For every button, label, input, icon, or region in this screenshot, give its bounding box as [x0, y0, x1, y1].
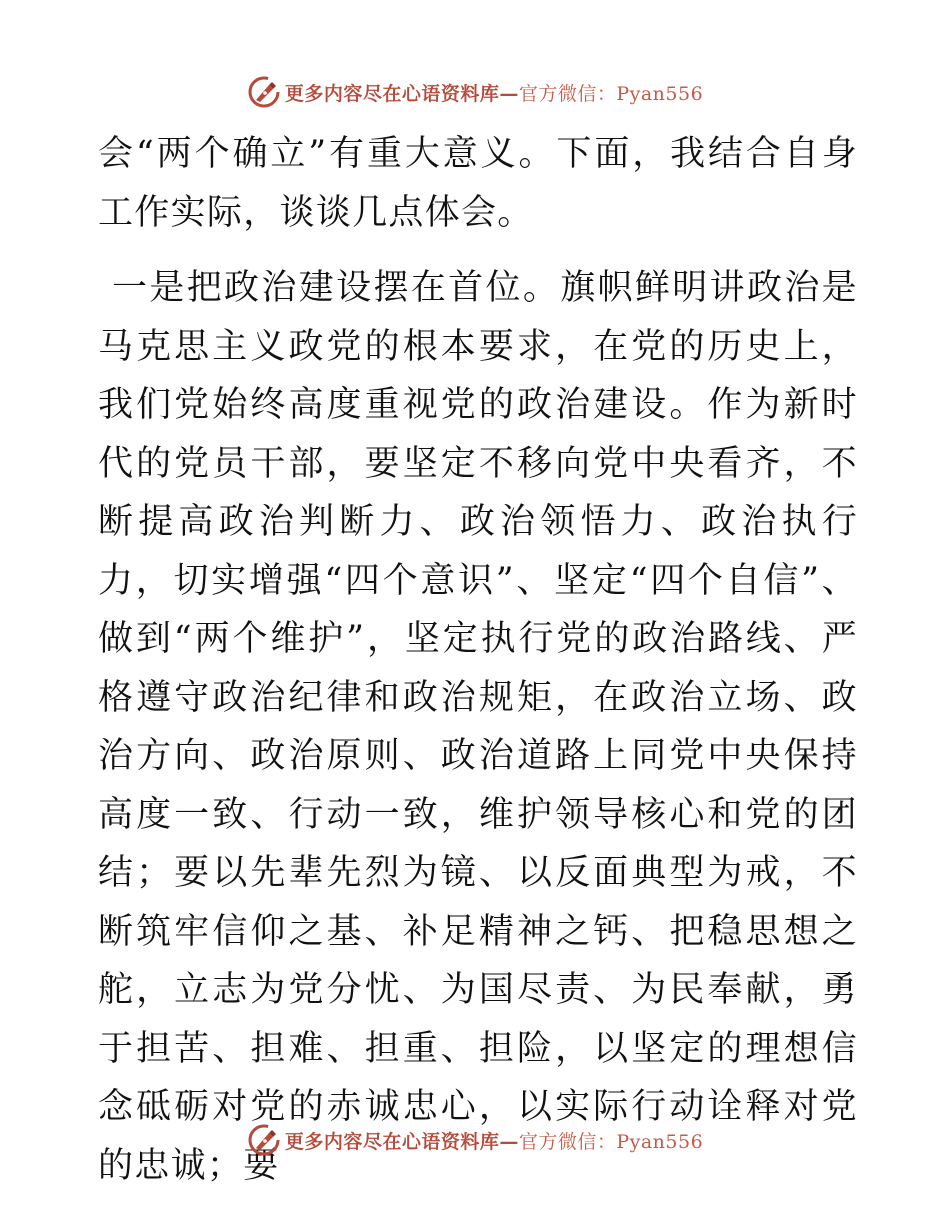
- watermark-header: [0, 72, 950, 112]
- watermark-footer: [0, 1120, 950, 1160]
- pen-nib-logo-icon: [247, 75, 281, 109]
- paragraph-continuation: 会“两个确立”有重大意义。下面，我结合自身工作实际，谈谈几点体会。: [98, 134, 858, 233]
- watermark-separator: —: [499, 82, 519, 105]
- watermark-wechat-text: 官方微信：Pyan556: [518, 82, 704, 105]
- watermark-wechat-text: 官方微信：Pyan556: [518, 1130, 704, 1153]
- document-body: [98, 125, 858, 1195]
- watermark-text: [285, 79, 703, 106]
- paragraph-political-building: 一是把政治建设摆在首位。旗帜鲜明讲政治是马克思主义政党的根本要求，在党的历史上，我们党始终高度重视党的政治建设。作为新时代的党员干部，要坚定不移向党中央看齐，不断提高政治判断力、政治领悟力、政治执行力，切实增强“四个意识”、坚定“四个自信”、做到“两个维护”，坚定执行党的政治路线、严格遵守政治纪律和政治规矩，在政治立场、政治方向、政治原则、政治道路上同党中央保持高度一致、行动一致，维护领导核心和党的团结；要以先辈先烈为镜、以反面典型为戒，不断筑牢信仰之基、补足精神之钙、把稳思想之舵，立志为党分忧、为国尽责、为民奉献，勇于担苦、担难、担重、担险，以坚定的理想信念砥砺对党的赤诚忠心，以实际行动诠释对党的忠诚；要: [98, 268, 858, 1186]
- watermark-separator: —: [499, 1130, 519, 1153]
- pen-nib-logo-icon: [247, 1123, 281, 1157]
- watermark-site-text: 更多内容尽在心语资料库: [284, 1130, 500, 1153]
- watermark-site-text: 更多内容尽在心语资料库: [284, 82, 500, 105]
- watermark-text: [285, 1127, 703, 1154]
